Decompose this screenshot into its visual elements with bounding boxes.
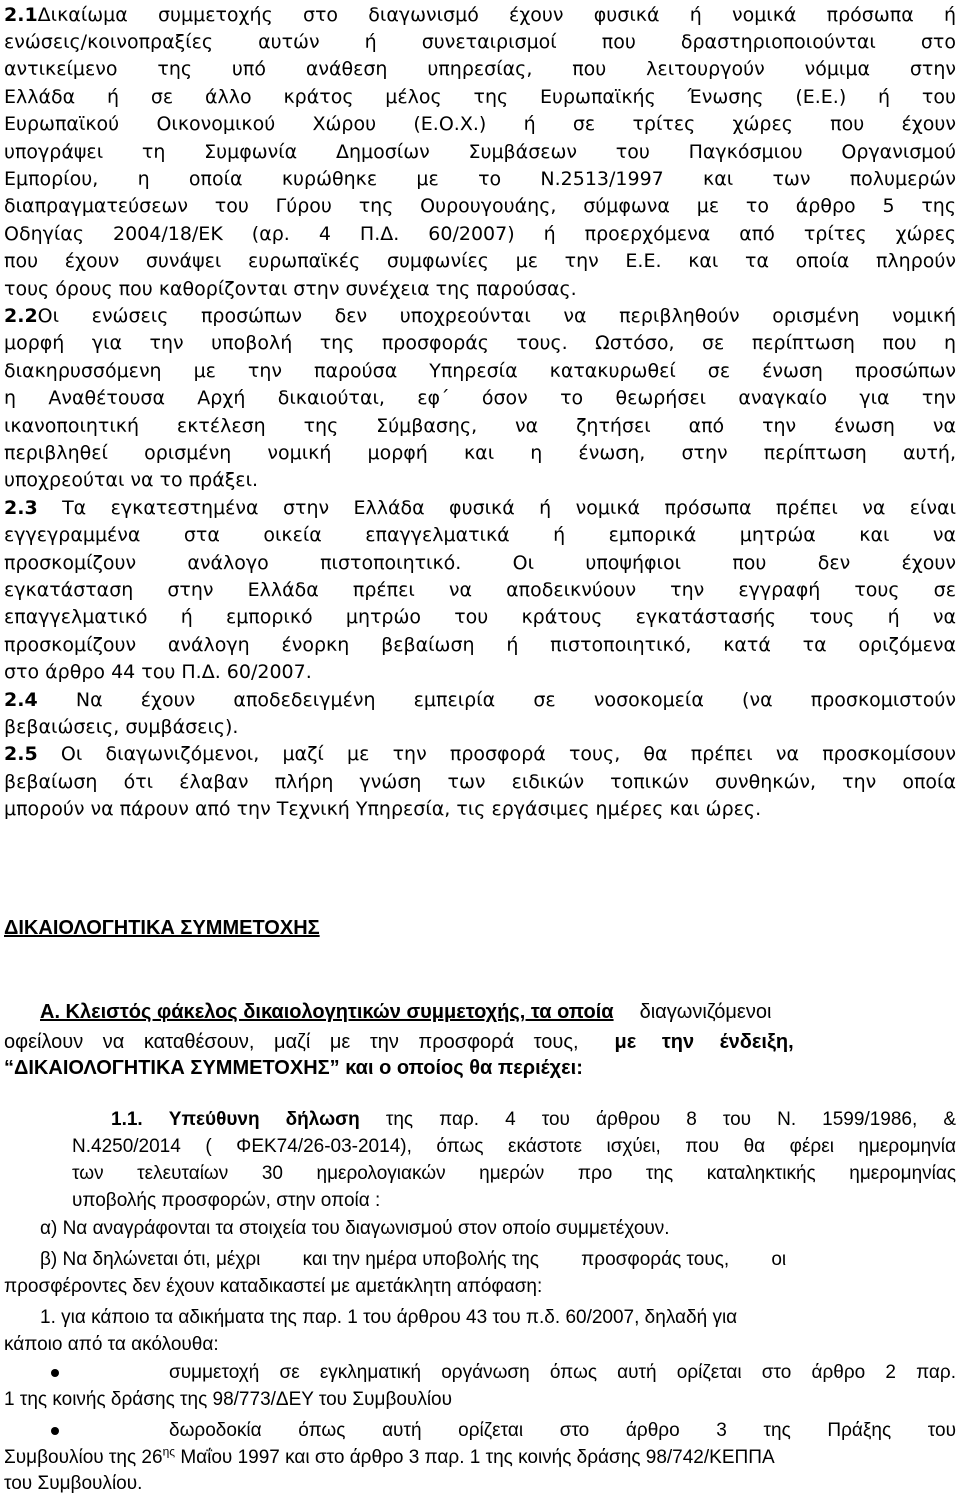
bullet-2-line-3: του Συμβουλίου. bbox=[4, 1473, 143, 1494]
paragraph-2-3-line-2: εγγεγραμμένα στα οικεία επαγγελματικά ή εμπορικά μητρώα και να bbox=[4, 524, 956, 546]
clause-alpha: α) Να αναγράφονται τα στοιχεία του διαγωνισμού στον οποίο συμμετέχουν. bbox=[40, 1218, 670, 1239]
paragraph-2-3-line-4: εγκατάσταση στην Ελλάδα πρέπει να αποδεικνύουν την εγγραφή τους σε bbox=[4, 579, 956, 601]
item-1-1-line-2: Ν.4250/2014 ( ΦΕΚ74/26-03-2014), όπως εκάστοτε ισχύει, που θα φέρει ημερομηνία bbox=[72, 1136, 956, 1157]
section-number: 2.4 bbox=[4, 689, 38, 711]
paragraph-2-1-line-8: διαπραγματεύσεων του Γύρου της Ουρουγουάης, σύμφωνα με το άρθρο 5 της bbox=[4, 195, 956, 217]
paragraph-2-4-line-1: 2.4 Να έχουν αποδεδειγμένη εμπειρία σε νοσοκομεία (να προσκομιστούν bbox=[4, 689, 957, 711]
bullet-2-line-1: δωροδοκία όπως αυτή ορίζεται στο άρθρο 3 της Πράξης του bbox=[169, 1420, 956, 1441]
paragraph-2-3-line-6: προσκομίζουν ανάλογη ένορκη βεβαίωση ή πιστοποιητικό, κατά τα οριζόμενα bbox=[4, 634, 956, 656]
paragraph-2-1-line-6: υπογράψει τη Συμφωνία Δημοσίων Συμβάσεων του Παγκόσμιου Οργανισμού bbox=[4, 141, 956, 163]
paragraph-2-1-line-10: που έχουν συνάψει ευρωπαϊκές συμφωνίες με την Ε.Ε. και τα οποία πληρούν bbox=[4, 250, 956, 272]
bullet-icon bbox=[51, 1427, 59, 1435]
paragraph-2-3-line-1: 2.3 Τα εγκατεστημένα στην Ελλάδα φυσικά ή νομικά πρόσωπα πρέπει να είναι bbox=[4, 497, 956, 519]
bullet-1-line-1: συμμετοχή σε εγκληματική οργάνωση όπως αυτή ορίζεται στο άρθρο 2 παρ. bbox=[169, 1362, 956, 1383]
paragraph-2-2-line-2: μορφή για την υποβολή της προσφοράς τους. Ωστόσο, σε περίπτωση που η bbox=[4, 332, 956, 354]
paragraph-2-3-line-5: επαγγελματικό ή εμπορικό μητρώο του κράτους εγκατάστασής τους ή να bbox=[4, 606, 956, 628]
section-number: 2.3 bbox=[4, 497, 38, 519]
paragraph-2-1-line-1: 2.1Δικαίωμα συμμετοχής στο διαγωνισμό έχουν φυσικά ή νομικά πρόσωπα ή bbox=[4, 4, 956, 26]
bullet-1-line-2: 1 της κοινής δράσης της 98/773/ΔΕΥ του Συμβουλίου bbox=[4, 1389, 453, 1410]
item-1-1-line-3: των τελευταίων 30 ημερολογιακών ημερών προ της καταληκτικής ημερομηνίας bbox=[72, 1163, 956, 1184]
paragraph-2-1-line-4: Ελλάδα ή σε άλλο κράτος μέλος της Ευρωπαϊκής Ένωσης (Ε.Ε.) ή του bbox=[4, 86, 956, 108]
section-number: 2.2 bbox=[4, 305, 38, 327]
section-number: 2.1 bbox=[4, 4, 38, 26]
item-1-1-line-4: υποβολής προσφορών, στην οποία : bbox=[72, 1190, 381, 1211]
paragraph-2-1-line-3: αντικείμενο της υπό ανάθεση υπηρεσίας, που λειτουργούν νόμιμα στην bbox=[4, 58, 956, 80]
paragraph-2-5-line-3: μπορούν να πάρουν από την Τεχνική Υπηρεσία, τις εργάσιμες ημέρες και ώρες. bbox=[4, 798, 762, 820]
section-a-line-2: οφείλουν να καταθέσουν, μαζί με την προσφορά τους, με την ένδειξη, bbox=[4, 1031, 794, 1053]
paragraph-2-4-line-2: βεβαιώσεις, συμβάσεις). bbox=[4, 716, 239, 738]
item-1-1-line-1: 1.1. Υπεύθυνη δήλωση της παρ. 4 του άρθρου 8 του Ν. 1599/1986, & bbox=[111, 1109, 957, 1130]
section-heading: ΔΙΚΑΙΟΛΟΓΗΤΙΚΑ ΣΥΜΜΕΤΟΧΗΣ bbox=[4, 917, 320, 939]
paragraph-2-5-line-2: βεβαίωση ότι έλαβαν πλήρη γνώση των ειδικών τοπικών συνθηκών, την οποία bbox=[4, 771, 956, 793]
paragraph-2-2-line-3: διακηρυσσόμενη με την παρούσα Υπηρεσία κατακυρωθεί σε ένωση προσώπων bbox=[4, 360, 956, 382]
paragraph-2-2-line-1: 2.2Οι ενώσεις προσώπων δεν υποχρεούνται να περιβληθούν ορισμένη νομική bbox=[4, 305, 956, 327]
numbered-item-1-line-2: κάποιο από τα ακόλουθα: bbox=[4, 1334, 219, 1355]
paragraph-2-1-line-11: τους όρους που καθορίζονται στην συνέχεια της παρούσας. bbox=[4, 278, 577, 300]
section-number: 2.5 bbox=[4, 743, 38, 765]
paragraph-2-1-line-5: Ευρωπαϊκού Οικονομικού Χώρου (Ε.Ο.Χ.) ή σε τρίτες χώρες που έχουν bbox=[4, 113, 956, 135]
bullet-icon bbox=[51, 1369, 59, 1377]
paragraph-2-2-line-5: ικανοποιητική εκτέλεση της Σύμβασης, να ζητήσει από την ένωση να bbox=[4, 415, 956, 437]
clause-beta-line-1: β) Να δηλώνεται ότι, μέχρι και την ημέρα υποβολής της προσφοράς τους, οι bbox=[40, 1249, 787, 1270]
paragraph-2-1-line-9: Οδηγίας 2004/18/ΕΚ (αρ. 4 Π.Δ. 60/2007) ή προερχόμενα από τρίτες χώρες bbox=[4, 223, 956, 245]
bullet-2-line-2: Συμβουλίου της $26^{\eta\varsigma}$ Μαΐου 1997 και στο άρθρο 3 παρ. 1 της κοινής δράσης 98/742/ΚΕΠΠΑ bbox=[4, 1444, 775, 1468]
paragraph-2-2-line-4: η Αναθέτουσα Αρχή δικαιούται, εφ΄ όσον το θεωρήσει αναγκαίο για την bbox=[4, 387, 956, 409]
paragraph-2-1-line-7: Εμπορίου, η οποία κυρώθηκε με το Ν.2513/1997 και των πολυμερών bbox=[4, 168, 956, 190]
numbered-item-1-line-1: 1. για κάποιο τα αδικήματα της παρ. 1 του άρθρου 43 του π.δ. 60/2007, δηλαδή για bbox=[40, 1307, 738, 1328]
section-a-line-1: Α. Κλειστός φάκελος δικαιολογητικών συμμετοχής, τα οποία διαγωνιζόμενοι bbox=[40, 1001, 772, 1023]
paragraph-2-5-line-1: 2.5 Οι διαγωνιζόμενοι, μαζί με την προσφορά τους, θα πρέπει να προσκομίσουν bbox=[4, 743, 956, 765]
section-a-line-3: “ΔΙΚΑΙΟΛΟΓΗΤΙΚΑ ΣΥΜΜΕΤΟΧΗΣ” και ο οποίος θα περιέχει: bbox=[4, 1057, 583, 1079]
paragraph-2-3-line-3: προσκομίζουν ανάλογο πιστοποιητικό. Οι υποψήφιοι που δεν έχουν bbox=[4, 552, 956, 574]
paragraph-2-1-line-2: ενώσεις/κοινοπραξίες αυτών ή συνεταιρισμοί που δραστηριοποιούνται στο bbox=[4, 31, 956, 53]
paragraph-2-2-line-7: υποχρεούται να το πράξει. bbox=[4, 469, 259, 491]
clause-beta-line-2: προσφέροντες δεν έχουν καταδικαστεί με αμετάκλητη απόφαση: bbox=[4, 1276, 543, 1297]
paragraph-2-3-line-7: στο άρθρο 44 του Π.Δ. 60/2007. bbox=[4, 661, 312, 683]
paragraph-2-2-line-6: περιβληθεί ορισμένη νομική μορφή και η ένωση, στην περίπτωση αυτή, bbox=[4, 442, 956, 464]
